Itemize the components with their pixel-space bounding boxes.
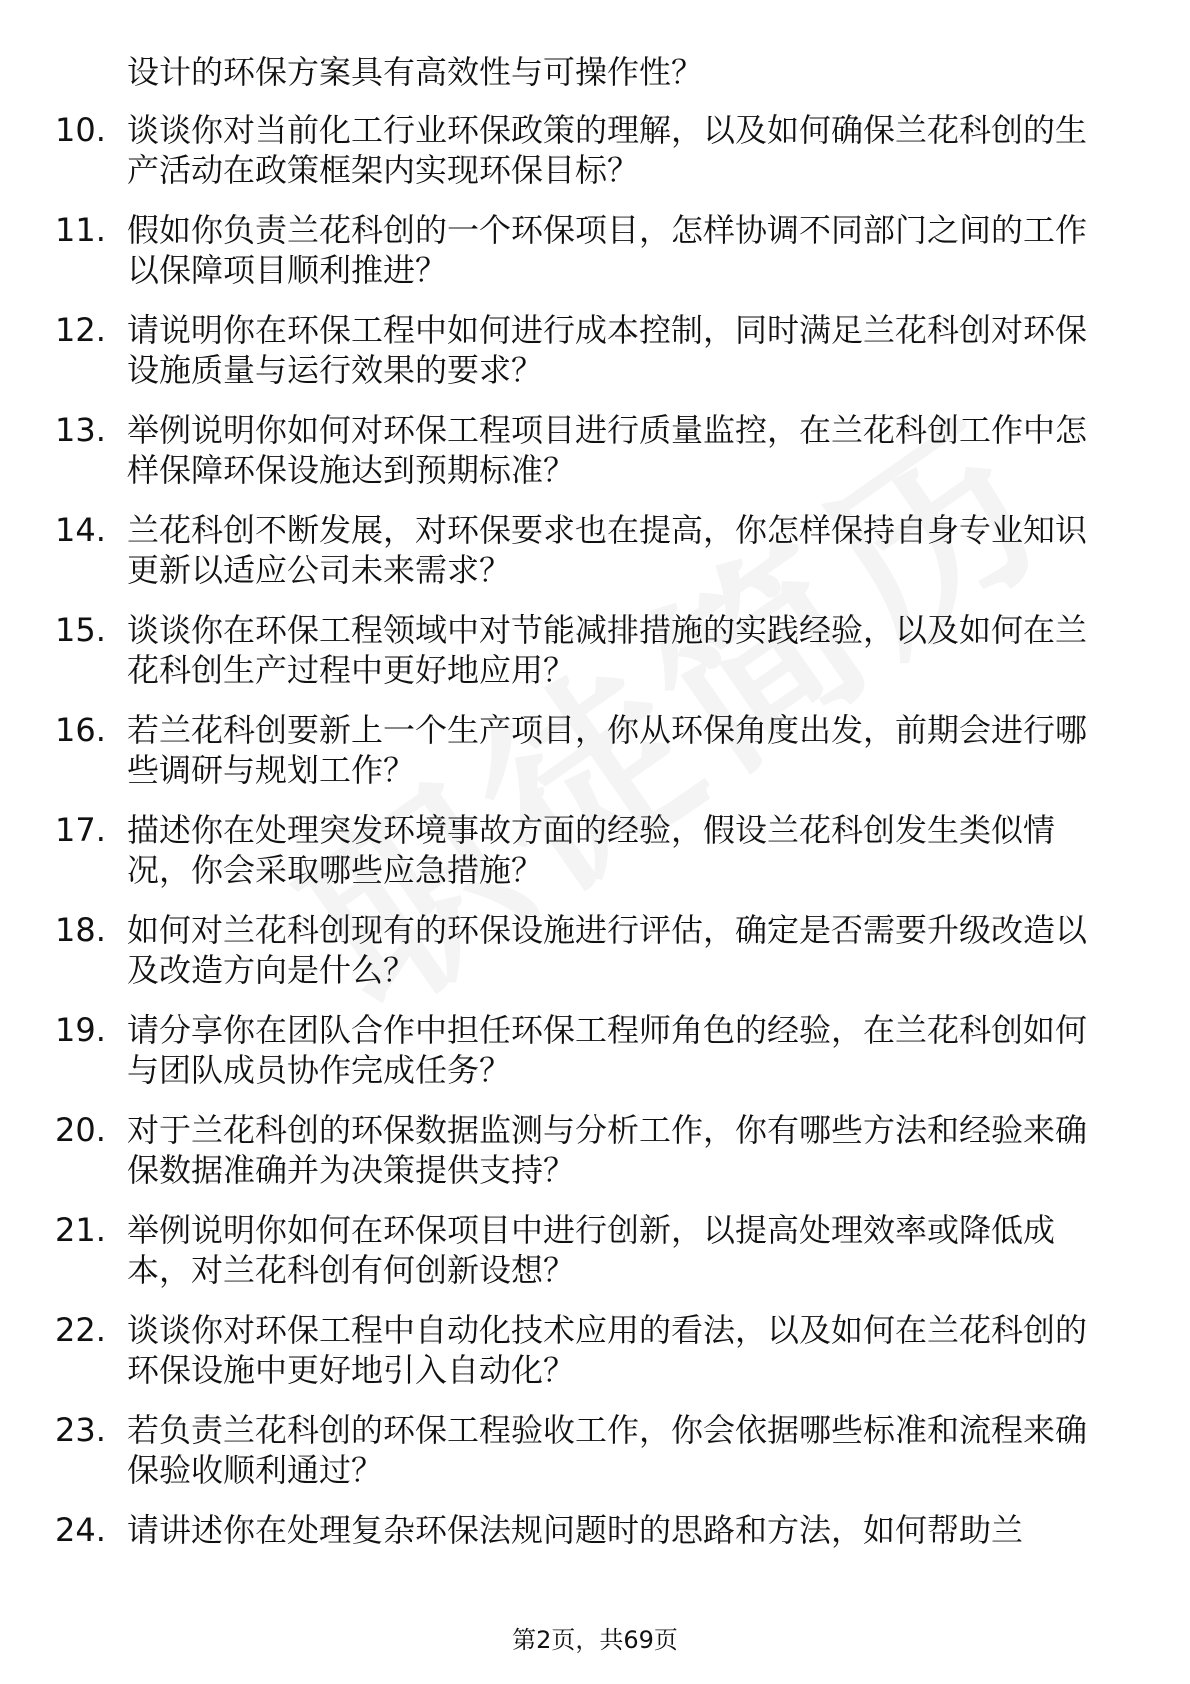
question-text: 假如你负责兰花科创的一个环保项目，怎样协调不同部门之间的工作以保障项目顺利推进？ <box>127 211 1088 289</box>
question-text: 请分享你在团队合作中担任环保工程师角色的经验，在兰花科创如何与团队成员协作完成任务？ <box>127 1011 1088 1089</box>
question-item <box>55 1110 1115 1190</box>
question-list <box>55 110 1115 1570</box>
continuation-text: 设计的环保方案具有高效性与可操作性？ <box>127 53 704 91</box>
question-number: 22. <box>55 1311 106 1349</box>
question-number: 11. <box>55 211 106 249</box>
question-number: 12. <box>55 311 106 349</box>
question-number: 19. <box>55 1011 106 1049</box>
question-item <box>55 210 1115 290</box>
question-text: 谈谈你对当前化工行业环保政策的理解，以及如何确保兰花科创的生产活动在政策框架内实现环保目标？ <box>127 111 1088 189</box>
question-item <box>55 1010 1115 1090</box>
question-number: 18. <box>55 911 106 949</box>
question-number: 20. <box>55 1111 106 1149</box>
question-text: 谈谈你对环保工程中自动化技术应用的看法，以及如何在兰花科创的环保设施中更好地引入自动化？ <box>127 1311 1088 1389</box>
question-number: 15. <box>55 611 106 649</box>
question-text: 举例说明你如何对环保工程项目进行质量监控，在兰花科创工作中怎样保障环保设施达到预期标准？ <box>127 411 1088 489</box>
question-text: 描述你在处理突发环境事故方面的经验，假设兰花科创发生类似情况，你会采取哪些应急措施？ <box>127 811 1056 889</box>
question-item <box>55 410 1115 490</box>
question-text: 请讲述你在处理复杂环保法规问题时的思路和方法，如何帮助兰 <box>127 1511 1024 1549</box>
question-number: 24. <box>55 1511 106 1549</box>
question-item <box>55 910 1115 990</box>
question-number: 16. <box>55 711 106 749</box>
question-text: 兰花科创不断发展，对环保要求也在提高，你怎样保持自身专业知识更新以适应公司未来需求？ <box>127 511 1088 589</box>
question-item <box>55 710 1115 790</box>
question-item <box>55 1310 1115 1390</box>
question-item <box>55 610 1115 690</box>
question-item <box>55 1210 1115 1290</box>
question-text: 对于兰花科创的环保数据监测与分析工作，你有哪些方法和经验来确保数据准确并为决策提供支持？ <box>127 1111 1088 1189</box>
question-item <box>55 310 1115 390</box>
question-item <box>55 510 1115 590</box>
question-number: 23. <box>55 1411 106 1449</box>
question-text: 请说明你在环保工程中如何进行成本控制，同时满足兰花科创对环保设施质量与运行效果的要求？ <box>127 311 1088 389</box>
question-number: 10. <box>55 111 106 149</box>
question-item <box>55 110 1115 190</box>
question-text: 若兰花科创要新上一个生产项目，你从环保角度出发，前期会进行哪些调研与规划工作？ <box>127 711 1088 789</box>
page-number-footer: 第2页，共69页 <box>512 1626 678 1654</box>
question-text: 若负责兰花科创的环保工程验收工作，你会依据哪些标准和流程来确保验收顺利通过？ <box>127 1411 1088 1489</box>
question-text: 谈谈你在环保工程领域中对节能减排措施的实践经验，以及如何在兰花科创生产过程中更好地应用？ <box>127 611 1088 689</box>
question-text: 如何对兰花科创现有的环保设施进行评估，确定是否需要升级改造以及改造方向是什么？ <box>127 911 1088 989</box>
question-text: 举例说明你如何在环保项目中进行创新，以提高处理效率或降低成本，对兰花科创有何创新设想？ <box>127 1211 1056 1289</box>
question-number: 21. <box>55 1211 106 1249</box>
question-item <box>55 1510 1115 1550</box>
question-number: 14. <box>55 511 106 549</box>
question-number: 17. <box>55 811 106 849</box>
question-item <box>55 1410 1115 1490</box>
question-number: 13. <box>55 411 106 449</box>
question-item <box>55 810 1115 890</box>
